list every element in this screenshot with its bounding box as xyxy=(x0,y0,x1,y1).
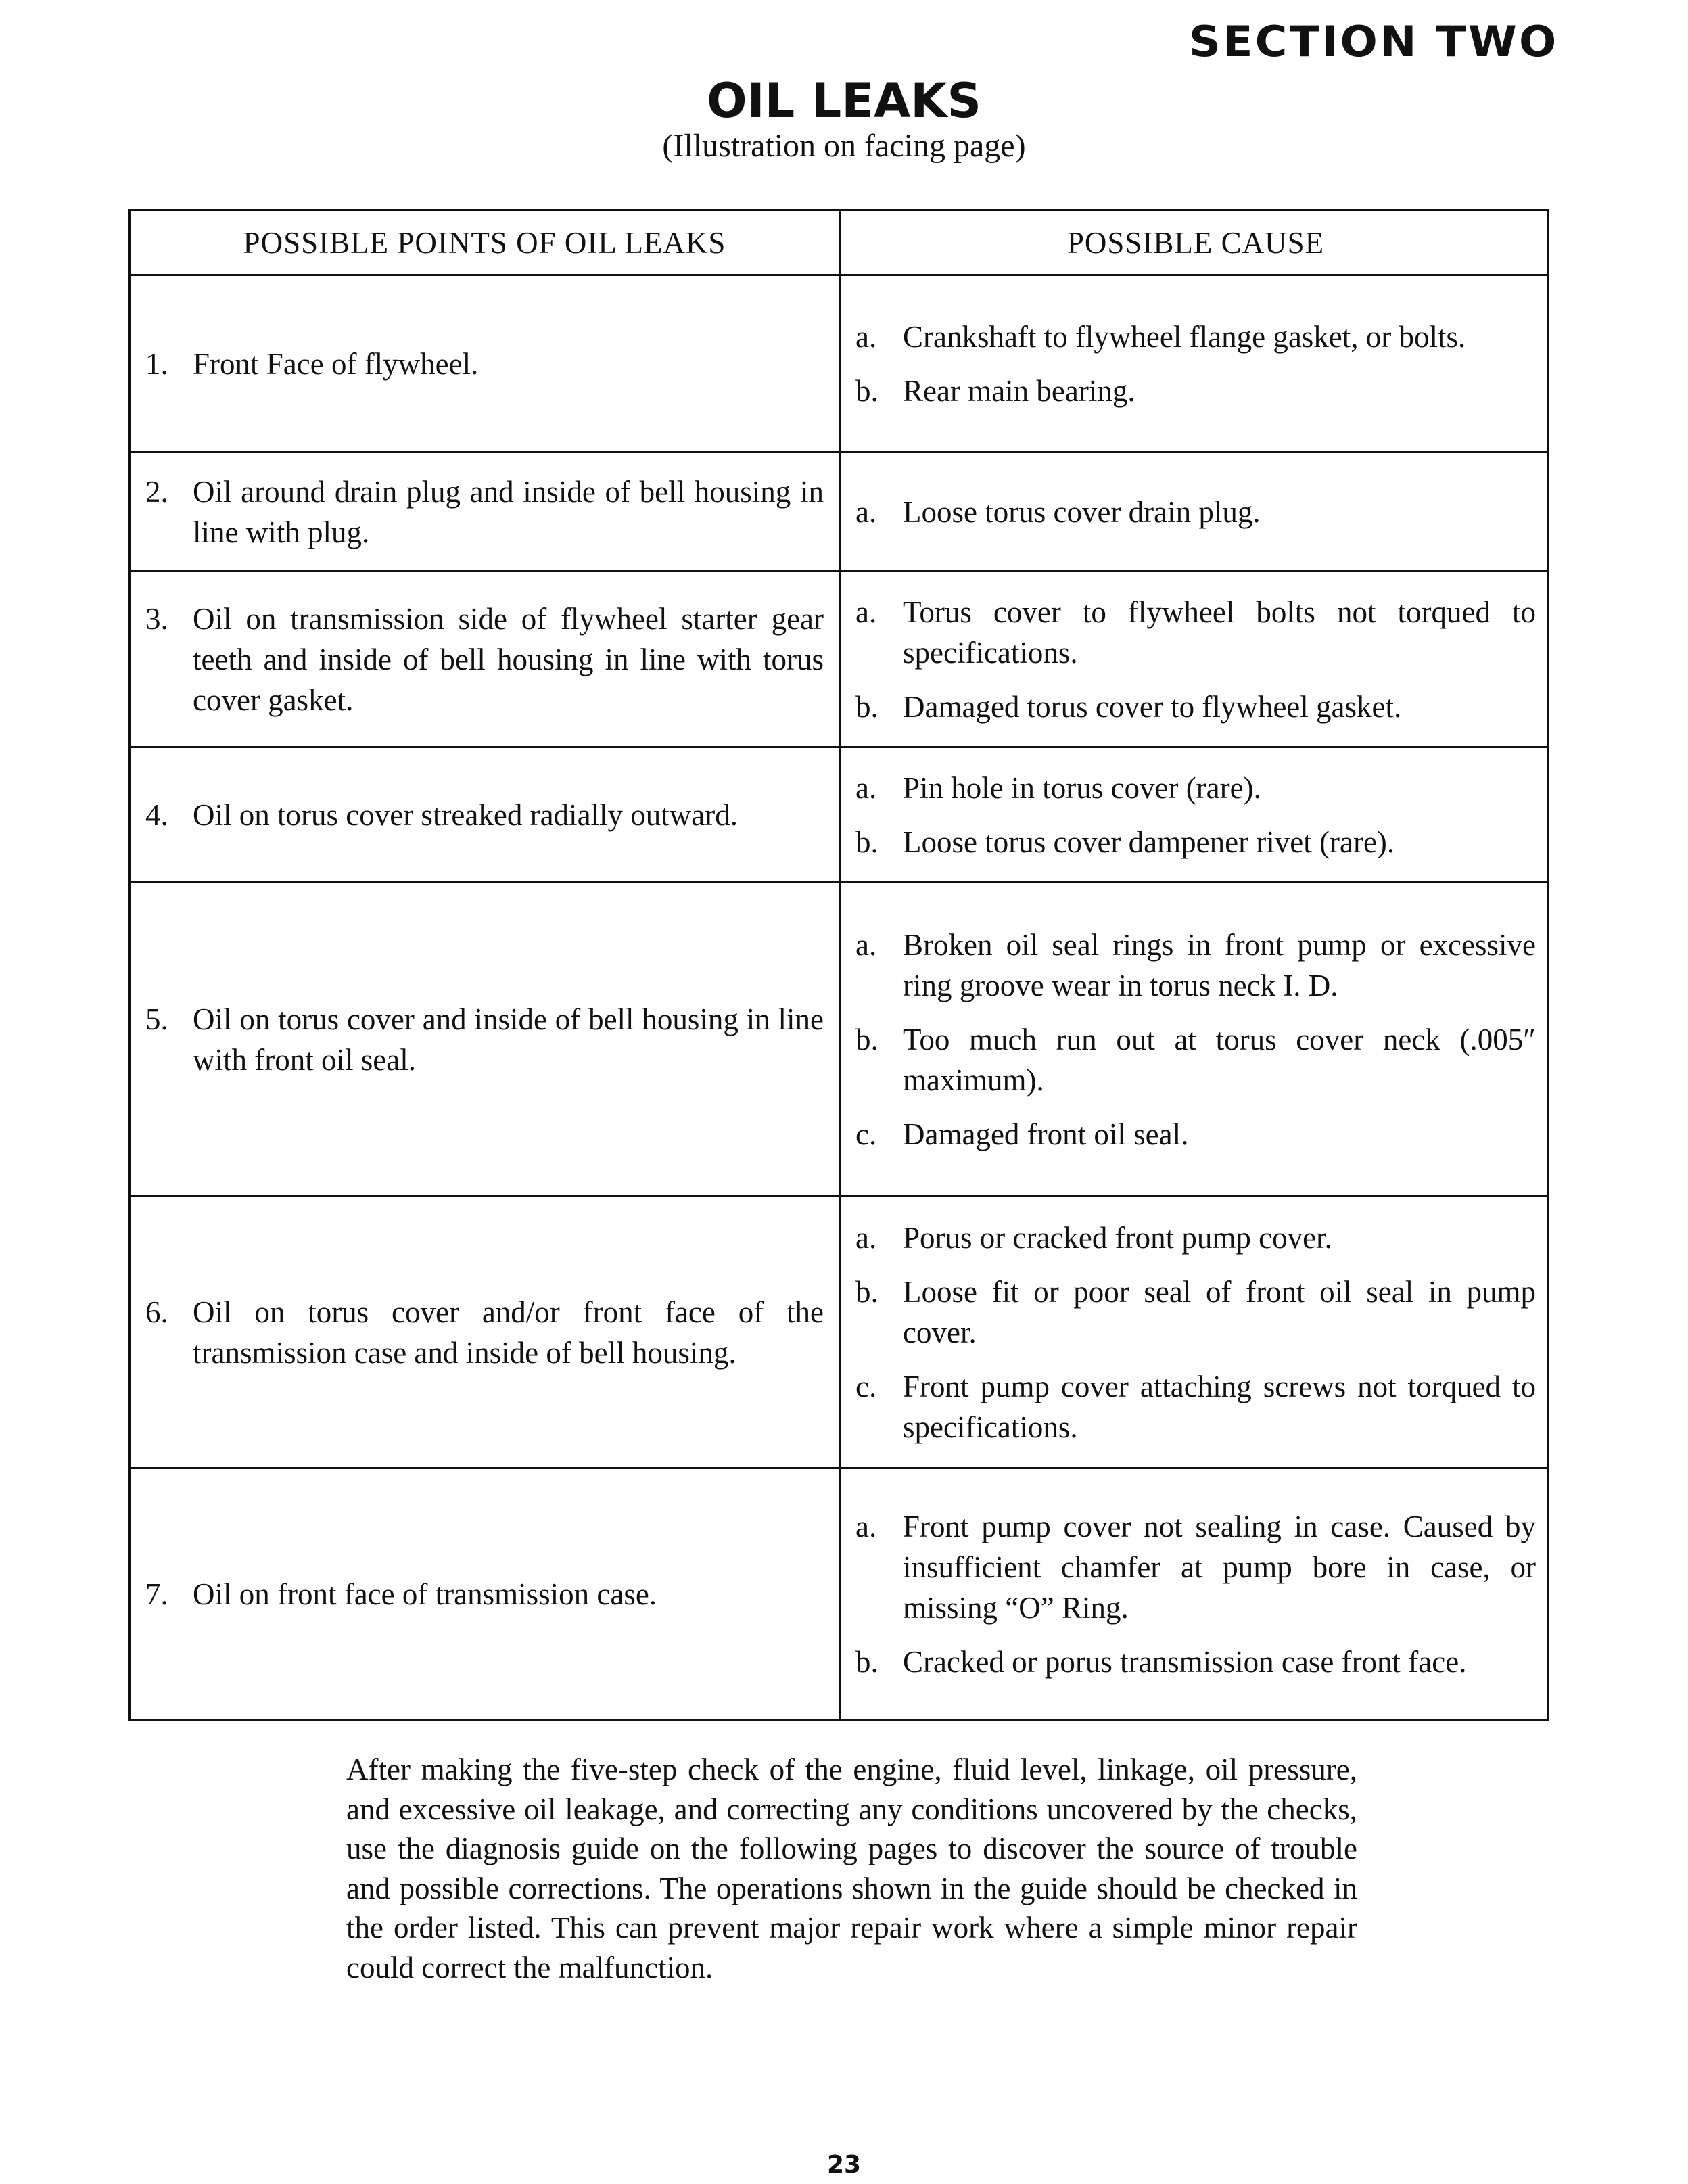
cause-item xyxy=(855,492,1536,532)
cause-letter: a. xyxy=(855,770,877,805)
item-number: 1. xyxy=(145,346,168,381)
leak-point-text: Oil around drain plug and inside of bell housing in line with plug. xyxy=(193,474,824,549)
item-number: 7. xyxy=(145,1577,168,1611)
cause-item xyxy=(855,371,1536,411)
table-row xyxy=(131,570,1547,746)
item-number: 2. xyxy=(145,474,168,509)
column-header: POSSIBLE POINTS OF OIL LEAKS xyxy=(131,211,841,274)
cause-text: Torus cover to flywheel bolts not torqued to specifications. xyxy=(903,595,1536,670)
section-heading: SECTION TWO xyxy=(1188,17,1559,66)
cause-cell xyxy=(841,1469,1547,1719)
cause-text: Crankshaft to flywheel flange gasket, or bolts. xyxy=(903,319,1466,354)
item-number: 6. xyxy=(145,1295,168,1329)
item-number: 3. xyxy=(145,601,168,636)
cause-letter: b. xyxy=(855,1644,878,1679)
table-row xyxy=(131,881,1547,1195)
leak-point-cell xyxy=(131,572,841,746)
table-row xyxy=(131,746,1547,881)
cause-text: Loose torus cover dampener rivet (rare). xyxy=(903,824,1395,859)
page-subtitle: (Illustration on facing page) xyxy=(662,128,1026,164)
cause-letter: c. xyxy=(855,1117,877,1151)
table-row xyxy=(131,451,1547,570)
cause-letter: b. xyxy=(855,1022,878,1056)
cause-item xyxy=(855,768,1536,808)
cause-letter: b. xyxy=(855,373,878,408)
cause-item xyxy=(855,687,1536,727)
cause-cell xyxy=(841,1197,1547,1467)
cause-letter: b. xyxy=(855,689,878,724)
cause-item xyxy=(855,1506,1536,1628)
leak-point-cell xyxy=(131,1469,841,1719)
cause-letter: c. xyxy=(855,1369,877,1403)
cause-item xyxy=(855,1114,1536,1155)
page-title: OIL LEAKS xyxy=(707,73,981,129)
table-row xyxy=(131,1467,1547,1719)
cause-item xyxy=(855,592,1536,673)
cause-letter: a. xyxy=(855,494,877,529)
cause-text: Loose torus cover drain plug. xyxy=(903,494,1261,529)
cause-text: Broken oil seal rings in front pump or excessive ring groove wear in torus neck I. D. xyxy=(903,927,1536,1002)
cause-cell xyxy=(841,883,1547,1195)
cause-text: Cracked or porus transmission case front face. xyxy=(903,1644,1467,1679)
cause-item xyxy=(855,1642,1536,1682)
cause-cell xyxy=(841,748,1547,881)
cause-text: Porus or cracked front pump cover. xyxy=(903,1220,1332,1255)
cause-letter: a. xyxy=(855,1220,877,1255)
leak-point-text: Oil on torus cover and inside of bell housing in line with front oil seal. xyxy=(193,1002,824,1077)
leak-point-text: Oil on torus cover streaked radially outward. xyxy=(193,797,738,832)
item-number: 5. xyxy=(145,1002,168,1036)
leak-point-cell xyxy=(131,453,841,570)
cause-item xyxy=(855,1019,1536,1100)
cause-item xyxy=(855,822,1536,862)
cause-cell xyxy=(841,572,1547,746)
cause-letter: a. xyxy=(855,319,877,354)
leak-point-cell xyxy=(131,1197,841,1467)
cause-letter: a. xyxy=(855,1509,877,1543)
cause-text: Damaged front oil seal. xyxy=(903,1117,1189,1151)
leak-point-cell xyxy=(131,883,841,1195)
cause-item xyxy=(855,317,1536,357)
table-header-row xyxy=(131,211,1547,274)
cause-item xyxy=(855,1272,1536,1353)
cause-cell xyxy=(841,453,1547,570)
cause-text: Damaged torus cover to flywheel gasket. xyxy=(903,689,1402,724)
cause-item xyxy=(855,925,1536,1006)
table-row xyxy=(131,1195,1547,1467)
leak-point-text: Front Face of flywheel. xyxy=(193,346,479,381)
cause-letter: b. xyxy=(855,824,878,859)
oil-leaks-table xyxy=(128,209,1549,1721)
cause-letter: a. xyxy=(855,927,877,962)
cause-cell xyxy=(841,276,1547,451)
cause-text: Loose fit or poor seal of front oil seal in pump cover. xyxy=(903,1274,1536,1349)
cause-text: Pin hole in torus cover (rare). xyxy=(903,770,1261,805)
cause-text: Rear main bearing. xyxy=(903,373,1135,408)
cause-item xyxy=(855,1366,1536,1447)
cause-letter: b. xyxy=(855,1274,878,1309)
leak-point-text: Oil on front face of transmission case. xyxy=(193,1577,657,1611)
cause-text: Too much run out at torus cover neck (.005″ maximum). xyxy=(903,1022,1536,1097)
page-number: 23 xyxy=(826,2151,862,2179)
leak-point-cell xyxy=(131,276,841,451)
cause-text: Front pump cover attaching screws not torqued to specifications. xyxy=(903,1369,1536,1444)
cause-letter: a. xyxy=(855,595,877,629)
item-number: 4. xyxy=(145,797,168,832)
leak-point-cell xyxy=(131,748,841,881)
cause-text: Front pump cover not sealing in case. Caused by insufficient chamfer at pump bore in case, or missing “O” Ring. xyxy=(903,1509,1536,1625)
body-paragraph: After making the five-step check of the engine, fluid level, linkage, oil pressure, and excessive oil leakage, and correcting any conditions uncovered by the checks, use the diagnosis guide on the following pages to discover the source of trouble and possible corrections. The operations shown in the guide should be checked in the order listed. This can prevent major repair work where a simple minor repair could correct the malfunction. xyxy=(346,1752,1357,1984)
table-row xyxy=(131,274,1547,451)
column-header: POSSIBLE CAUSE xyxy=(1066,225,1325,260)
leak-point-text: Oil on transmission side of flywheel starter gear teeth and inside of bell housing in line with torus cover gasket. xyxy=(193,601,824,717)
leak-point-text: Oil on torus cover and/or front face of the transmission case and inside of bell housing. xyxy=(193,1295,824,1370)
cause-item xyxy=(855,1217,1536,1258)
